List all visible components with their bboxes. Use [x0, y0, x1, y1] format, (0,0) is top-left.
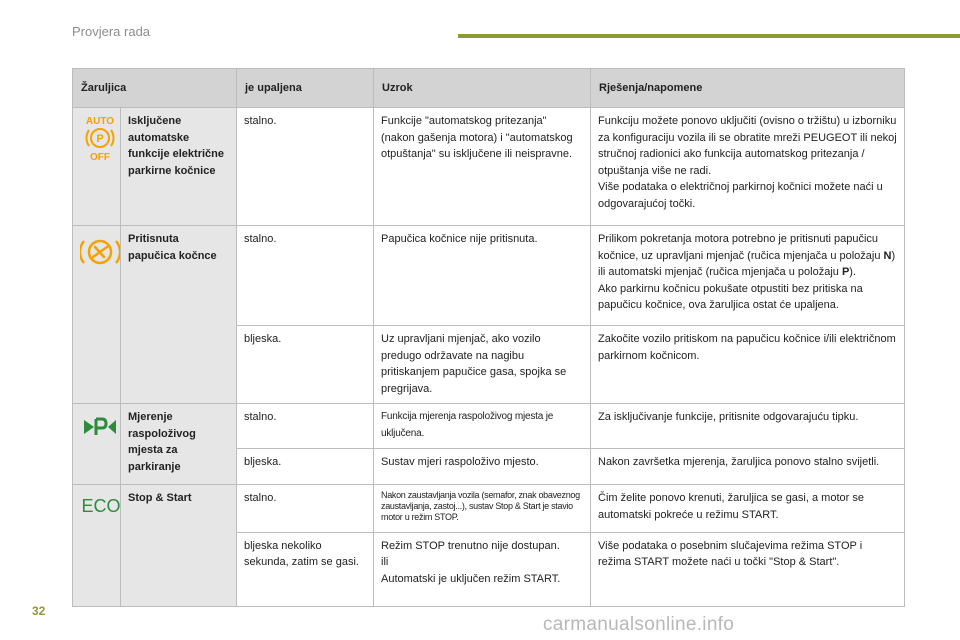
lamp-name: Isključene automatske funkcije električne parkirne kočnice — [121, 108, 237, 226]
section-title: Provjera rada — [72, 24, 151, 39]
lamp-cause: Papučica kočnice nije pritisnuta. — [374, 226, 591, 326]
lamp-state: bljeska. — [237, 326, 374, 404]
auto-off-parking-brake-icon — [80, 113, 120, 163]
gear-n-label: N — [883, 249, 892, 262]
lamp-solution: Više podataka o posebnim slučajevima režima STOP i režima START možete naći u točki "Stop & Start". — [591, 532, 905, 606]
solution-text: ) ili automatski mjenjač (ručica mjenjača u položaju — [598, 249, 896, 278]
page-number: 32 — [32, 604, 46, 618]
table-header-row — [73, 69, 905, 108]
lamp-cause: Sustav mjeri raspoloživo mjesto. — [374, 449, 591, 485]
icon-text-eco: ECO — [81, 496, 121, 516]
cause-text: Nakon zaustavljanja vozila (semafor, znak obaveznog zaustavljanja, zastoj...), sustav Stop & Start je stavio motor u režim STOP. — [381, 490, 580, 522]
lamp-name: Pritisnuta papučica kočnce — [121, 226, 237, 404]
gear-p-label: P — [841, 266, 850, 278]
lamp-state: stalno. — [237, 108, 374, 226]
watermark: carmanualsonline.info — [543, 614, 735, 635]
lamp-name: Stop & Start — [121, 485, 237, 607]
eco-icon — [80, 494, 122, 516]
column-header-state: je upaljena — [237, 69, 374, 108]
lamp-state: bljeska nekoliko sekunda, zatim se gasi. — [237, 532, 374, 606]
solution-text: ). Ako parkirnu kočnicu pokušate otpustiti bez pritiska na papučicu kočnice, ova žaruljica ostat će upaljena. — [598, 266, 863, 311]
lamp-solution: Funkciju možete ponovo uključiti (ovisno o tržištu) u izborniku za konfiguraciju vozila ili se obratite mreži PEUGEOT ili nekoj stručnoj radionici ako funkcija automatskog pritezanja / otpuštanja više ne radi. Više podataka o električnoj parkirnoj kočnici možete naći u odgovarajućoj točki. — [591, 108, 905, 226]
lamp-cause: Funkcija mjerenja raspoloživog mjesta je uključena. — [374, 404, 591, 449]
lamp-solution: Za isključivanje funkcije, pritisnite odgovarajuću tipku. — [591, 404, 905, 449]
brake-pedal-icon — [80, 237, 120, 267]
lamp-state: stalno. — [237, 485, 374, 533]
lamp-solution: Čim želite ponovo krenuti, žaruljica se gasi, a motor se automatski pokreće u režimu START. — [591, 485, 905, 533]
lamp-icon-cell — [73, 485, 121, 607]
icon-text-auto: AUTO — [85, 116, 115, 127]
lamp-icon-cell — [73, 226, 121, 404]
column-header-lamp: Žaruljica — [73, 69, 237, 108]
column-header-solution: Rješenja/napomene — [591, 69, 905, 108]
lamp-cause — [374, 485, 591, 533]
solution-text: Prilikom pokretanja motora potrebno je pritisnuti papučicu kočnice, uz upravljani mjenjač (ručica mjenjača u položaju — [598, 233, 884, 262]
lamp-cause: Uz upravljani mjenjač, ako vozilo predugo održavate na nagibu pritiskanjem papučice gasa, spojka se pregrijava. — [374, 326, 591, 404]
table-row — [73, 404, 905, 449]
table-row — [73, 108, 905, 226]
icon-text-p: P — [96, 133, 104, 145]
lamp-cause: Funkcije "automatskog pritezanja" (nakon gašenja motora) i "automatskog otpuštanja" su isključene ili neispravne. — [374, 108, 591, 226]
lamp-solution: Zakočite vozilo pritiskom na papučicu kočnice i/ili električnom parkirnom kočnicom. — [591, 326, 905, 404]
lamp-state: stalno. — [237, 226, 374, 326]
lamp-name: Mjerenje raspoloživog mjesta za parkiranje — [121, 404, 237, 485]
lamp-solution: Nakon završetka mjerenja, žaruljica ponovo stalno svijetli. — [591, 449, 905, 485]
lamp-icon-cell — [73, 404, 121, 485]
warning-lamps-table — [72, 68, 905, 607]
lamp-icon-cell — [73, 108, 121, 226]
icon-text-off: OFF — [90, 152, 110, 163]
lamp-solution — [591, 226, 905, 326]
header-accent-bar — [458, 34, 960, 38]
lamp-cause: Režim STOP trenutno nije dostupan. ili Automatski je uključen režim START. — [374, 532, 591, 606]
table-row — [73, 226, 905, 326]
lamp-state: bljeska. — [237, 449, 374, 485]
parking-space-measure-icon — [80, 415, 120, 439]
lamp-state: stalno. — [237, 404, 374, 449]
column-header-cause: Uzrok — [374, 69, 591, 108]
table-row — [73, 485, 905, 533]
